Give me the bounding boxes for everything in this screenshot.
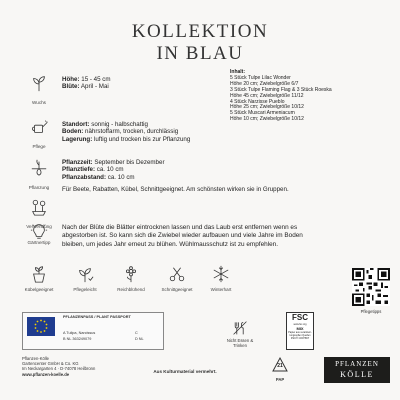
tip-line: bleiben, um jedes Jahr erneut zu blühen. Wühlmausschutz ist zu empfehlen. [62, 240, 278, 248]
flower-bloom-icon [122, 265, 140, 283]
tip-line: Nach der Blüte die Blätter eintrocknen lassen und das Laub erst entfernen wenn es [62, 224, 298, 231]
watering-can-icon [30, 118, 48, 136]
icon-caption-pflanzung: Pflanzung [28, 185, 50, 190]
plant-passport-box [22, 312, 164, 350]
fsc-name: FSC [292, 313, 308, 322]
company-line-2: Gartencenter GmbH & Co. KG [22, 361, 79, 367]
bottom-caption-kuebel: Kübelgeeignet [24, 287, 54, 292]
not-edible-icon [232, 320, 248, 336]
gaertnertipp-text [62, 224, 398, 249]
pflanzzeit-label: Pflanzzeit: [62, 159, 93, 166]
pflanzen-koelle-logo [324, 357, 390, 383]
pflanztiefe-label: Pflanztiefe: [62, 166, 96, 174]
fsc-line-2: tungsvollen Quellen [289, 334, 311, 337]
icon-caption-verwendung: Verwendung [26, 224, 52, 229]
pflanzzeit-value: September bis Dezember [94, 159, 165, 166]
icon-caption-pflege: Pflege [32, 144, 46, 149]
planting-info [62, 159, 165, 181]
fsc-line-1: Papier aus verantwor- [288, 331, 312, 334]
bluete-value: April - Mai [80, 83, 109, 91]
icon-caption-gaertnertipp: Gärtnertipp [27, 240, 51, 245]
pot-icon [30, 265, 48, 283]
inhalt-line: Höhe 20 cm; Zwiebelgröße 6/7 [230, 80, 299, 87]
pflanzabstand-value: ca. 10 cm [107, 173, 135, 181]
logo-line-2: KÖLLE [340, 370, 374, 379]
bulb-planting-icon [30, 158, 48, 176]
growth-info [62, 76, 111, 91]
pflegetipps-label: Pflegetipps [360, 309, 382, 314]
inhalt-line: Höhe 25 cm; Zwiebelgröße 10/12 [230, 104, 304, 111]
recycle-icon [270, 356, 290, 376]
bluete-label: Blüte: [62, 83, 80, 91]
pflanztiefe-value: ca. 10 cm [96, 166, 124, 174]
recycle-label: PAP [275, 377, 285, 382]
passport-header: PFLANZENPASS / PLANT PASSPORT [63, 315, 131, 319]
title-line-2: IN BLAU [156, 43, 244, 64]
company-line-3: Im Neckargarten 4 · D-74078 Heilbronn [22, 366, 96, 372]
hoehe-value: 15 - 45 cm [81, 76, 111, 83]
standort-label: Standort: [62, 121, 90, 128]
fsc-code: FSC® C007667 [290, 337, 310, 340]
inhalt-line: 3 Stück Tulpe Flaming Flag & 3 Stück Roeska [230, 86, 332, 93]
flowers-usage-icon [30, 198, 48, 216]
eu-flag-icon [27, 317, 55, 336]
passport-c-label: C [135, 331, 138, 335]
kultur-note: Aus Kulturmaterial vermehrt. [153, 369, 217, 374]
bottom-caption-schnitt: Schnittgeeignet [161, 287, 193, 292]
snowflake-icon [212, 265, 230, 283]
inhalt-line: 5 Stück Muscari Armeniacum [230, 110, 295, 117]
fsc-mix: MIX [296, 326, 304, 331]
boden-label: Boden: [62, 128, 84, 136]
inhalt-line: Höhe 10 cm; Zwiebelgröße 10/12 [230, 116, 304, 123]
recycle-number: 21 [277, 363, 283, 369]
sprout-icon [30, 74, 48, 92]
qr-code-icon[interactable] [352, 268, 390, 306]
inhalt-block [230, 70, 395, 123]
passport-d-label: D NL [135, 337, 144, 341]
easy-care-icon [76, 265, 94, 283]
standort-value: sonnig - halbschattig [91, 121, 148, 128]
company-info [22, 356, 95, 377]
bottom-caption-pflegeleicht: Pflegeleicht [73, 287, 97, 292]
inhalt-line: Höhe 45 cm; Zwiebelgröße 11/12 [230, 92, 304, 99]
company-web: www.pflanzen-koelle.de [22, 371, 70, 377]
not-edible-label: Nicht Essen & Trinken [226, 338, 254, 349]
inhalt-line: 5 Stück Tulpe Lilac Wonder [230, 74, 291, 81]
fsc-url: www.fsc.org [293, 323, 307, 326]
icon-caption-wuchs: Wuchs [32, 100, 46, 105]
tip-line: abgestorben ist. So kann sich die Zwiebel wieder aufbauen und viele Jahre im Boden [62, 232, 303, 240]
fsc-label [286, 312, 314, 350]
lightbulb-tip-icon [30, 222, 48, 240]
title-line-1: KOLLEKTION [131, 21, 269, 42]
care-info [62, 121, 190, 143]
company-name: Pflanzen-Kölle [22, 356, 50, 361]
passport-line-a: A Tulipa, Narcissus [63, 331, 96, 335]
scissors-icon [168, 265, 186, 283]
verwendung-text: Für Beete, Rabatten, Kübel, Schnittgeeignet. Am schönsten wirken sie in Gruppen. [62, 186, 289, 193]
hoehe-label: Höhe: [62, 76, 80, 83]
inhalt-line: 4 Stück Narzisse Pueblo [230, 98, 285, 105]
pflanzabstand-label: Pflanzabstand: [62, 173, 107, 181]
lagerung-value: luftig und trocken bis zur Pflanzung [93, 135, 191, 143]
lagerung-label: Lagerung: [62, 135, 93, 143]
inhalt-label: Inhalt: [230, 69, 245, 75]
bottom-caption-winterhart: Winterhart [210, 287, 232, 292]
passport-line-b: B NL 363249079 [63, 337, 92, 341]
logo-line-1: PFLANZEN [335, 360, 379, 368]
boden-value: nährstoffarm, trocken, durchlässig [85, 128, 179, 136]
bottom-caption-reichbluehend: Reichblühend [117, 287, 145, 292]
